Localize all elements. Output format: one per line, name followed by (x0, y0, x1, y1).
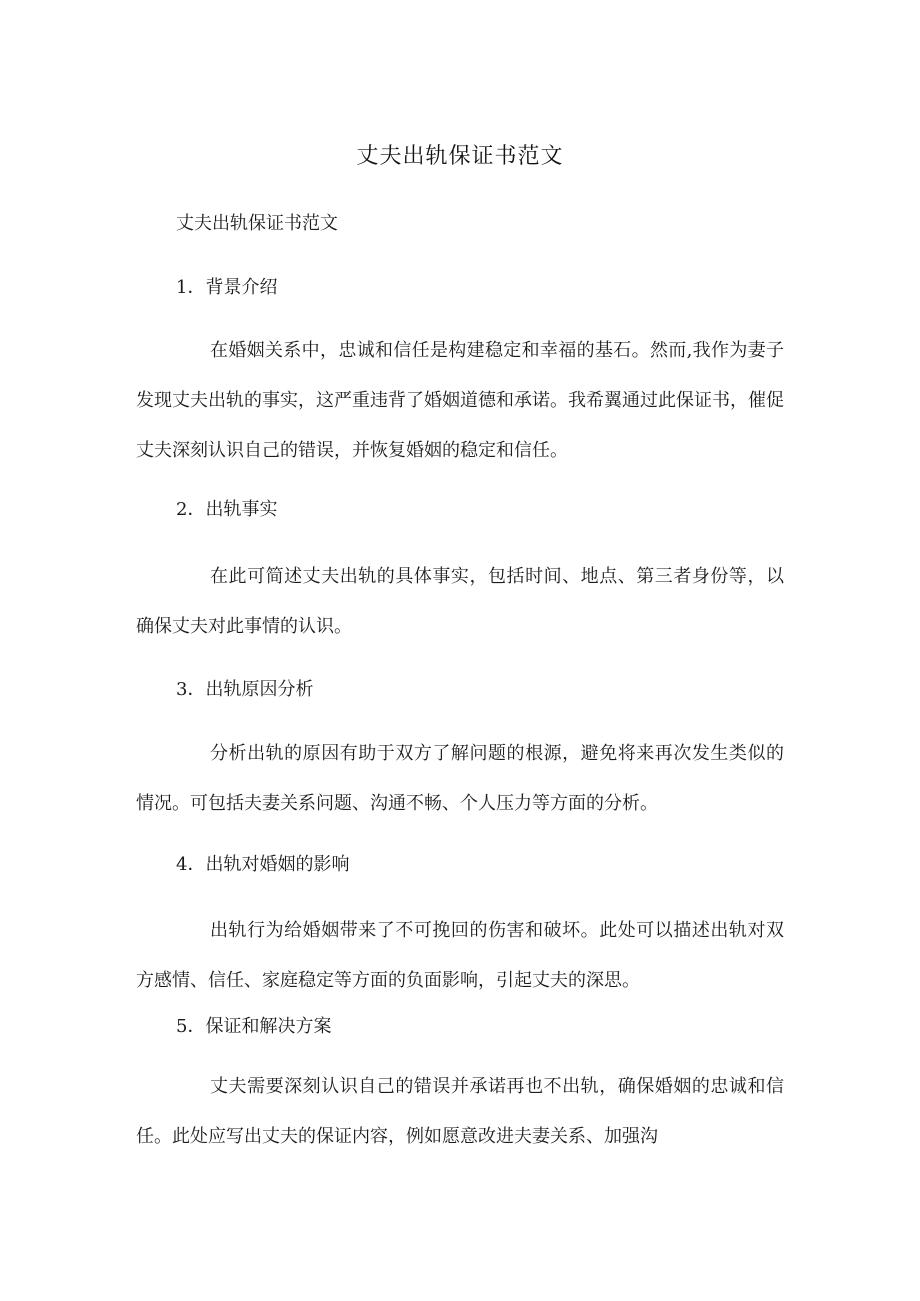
document-subtitle: 丈夫出轨保证书范文 (176, 213, 338, 234)
section-body-guarantee: 丈夫需要深刻认识自己的错误并承诺再也不出轨，确保婚姻的忠诚和信任。此处应写出丈夫的保证内容，例如愿意改进夫妻关系、加强沟 (136, 1076, 784, 1147)
section-body-facts: 在此可简述丈夫出轨的具体事实，包括时间、地点、第三者身份等，以确保丈夫对此事情的认识。 (136, 566, 784, 637)
section-body-background: 在婚姻关系中，忠诚和信任是构建稳定和幸福的基石。然而,我作为妻子发现丈夫出轨的事实，这严重违背了婚姻道德和承诺。我希翼通过此保证书，催促丈夫深刻认识自己的错误，并恢复婚姻的稳定和信任。 (136, 340, 784, 461)
section-heading-cause-analysis: 3．出轨原因分析 (176, 679, 314, 700)
section-body-cause-analysis: 分析出轨的原因有助于双方了解问题的根源，避免将来再次发生类似的情况。可包括夫妻关系问题、沟通不畅、个人压力等方面的分析。 (136, 743, 784, 814)
section-heading-guarantee: 5．保证和解决方案 (176, 1016, 332, 1037)
section-body-impact: 出轨行为给婚姻带来了不可挽回的伤害和破坏。此处可以描述出轨对双方感情、信任、家庭稳定等方面的负面影响，引起丈夫的深思。 (136, 920, 784, 991)
section-heading-facts: 2．出轨事实 (176, 499, 278, 520)
document-title: 丈夫出轨保证书范文 (356, 144, 564, 169)
section-heading-background: 1．背景介绍 (176, 277, 278, 298)
section-heading-impact: 4．出轨对婚姻的影响 (176, 854, 350, 875)
